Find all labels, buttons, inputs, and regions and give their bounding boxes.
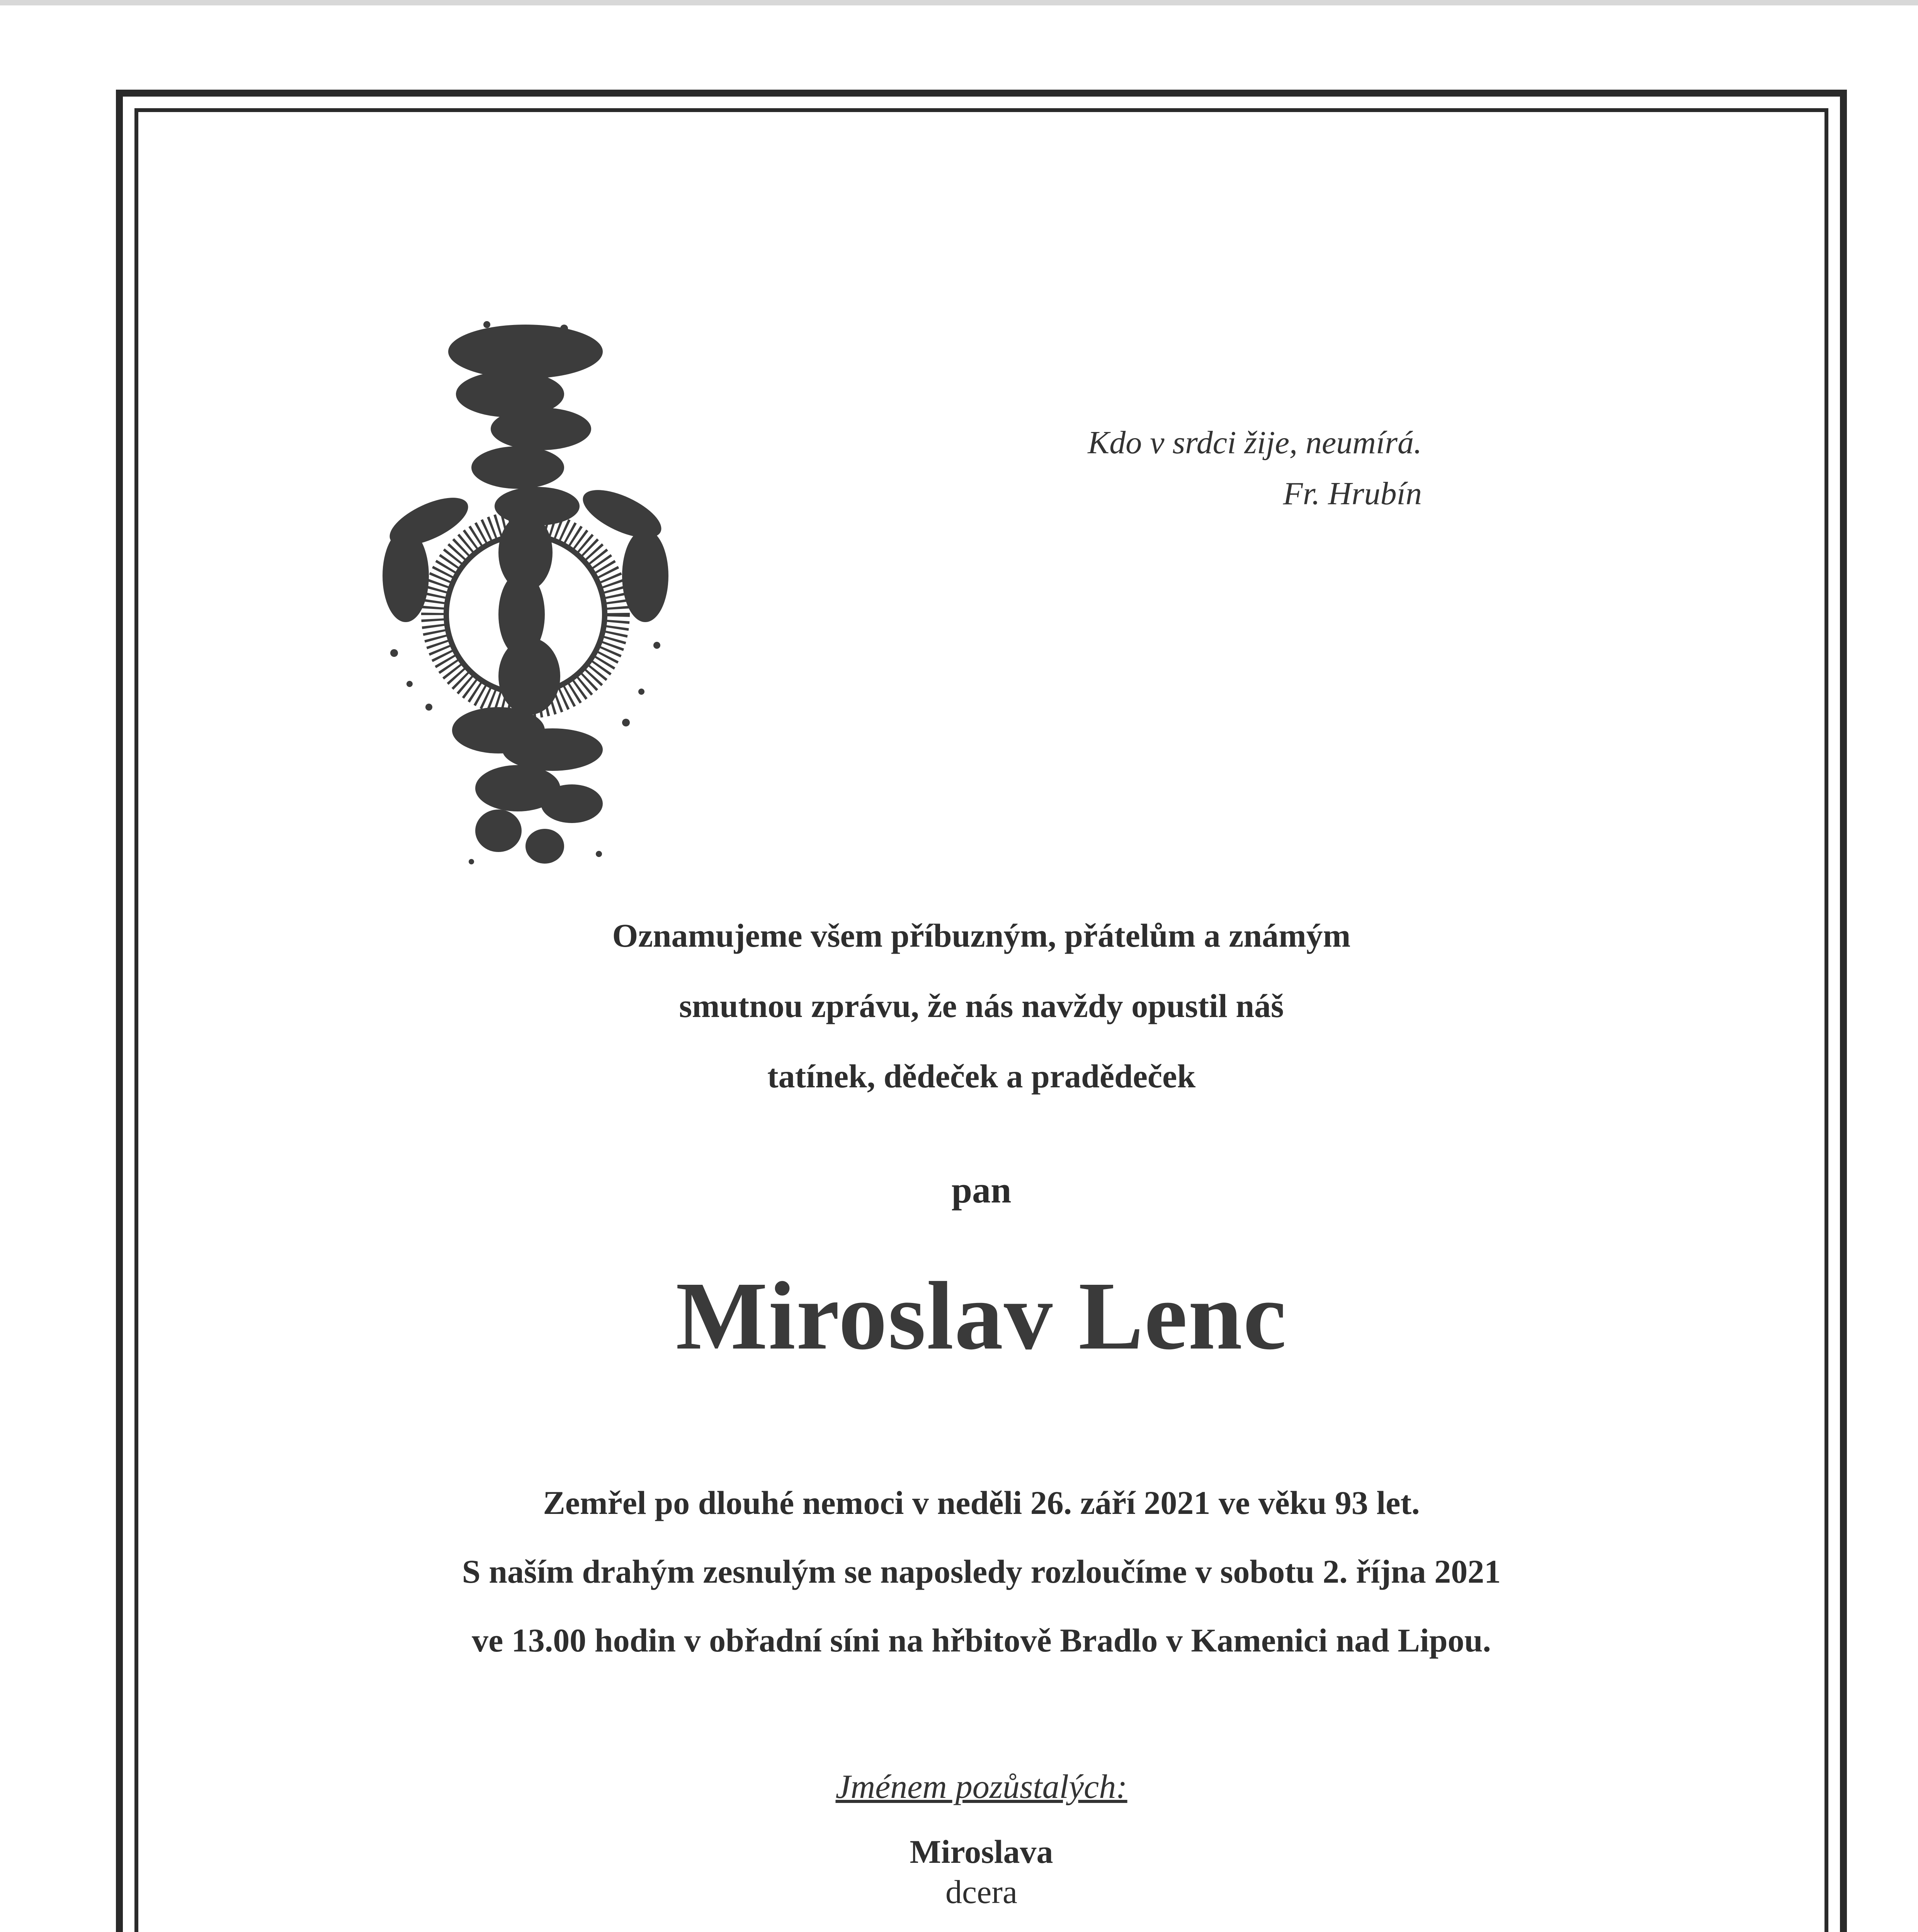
- scan-edge: [0, 0, 1918, 5]
- announcement-line: smutnou zprávu, že nás navždy opustil náš: [679, 987, 1284, 1024]
- details-line: S naším drahým zesnulým se naposledy rozloučíme v sobotu 2. října 2021: [462, 1553, 1501, 1590]
- quote: [850, 417, 1422, 519]
- wreath-icon: [371, 305, 680, 877]
- announcement: [134, 900, 1828, 1111]
- details-line: ve 13.00 hodin v obřadní síni na hřbitově Bradlo v Kamenici nad Lipou.: [472, 1622, 1491, 1659]
- deceased-name: Miroslav Lenc: [675, 1262, 1287, 1370]
- quote-author: Fr. Hrubín: [1283, 476, 1422, 512]
- details-line: Zemřel po dlouhé nemoci v neděli 26. září 2021 ve věku 93 let.: [543, 1484, 1420, 1521]
- quote-text: Kdo v srdci žije, neumírá.: [1088, 425, 1422, 461]
- funeral-details: [134, 1468, 1828, 1675]
- mourner-entry: [134, 1832, 1828, 1932]
- announcement-line: tatínek, dědeček a pradědeček: [767, 1058, 1196, 1095]
- title-prefix: pan: [951, 1169, 1012, 1211]
- mourners-list: [134, 1832, 1828, 1932]
- announcement-line: Oznamujeme všem příbuzným, přátelům a známým: [612, 917, 1351, 954]
- mourner-name: Miroslava: [910, 1833, 1053, 1870]
- mourner-relation: dcera: [945, 1873, 1018, 1910]
- on-behalf-label: Jménem pozůstalých:: [835, 1768, 1127, 1806]
